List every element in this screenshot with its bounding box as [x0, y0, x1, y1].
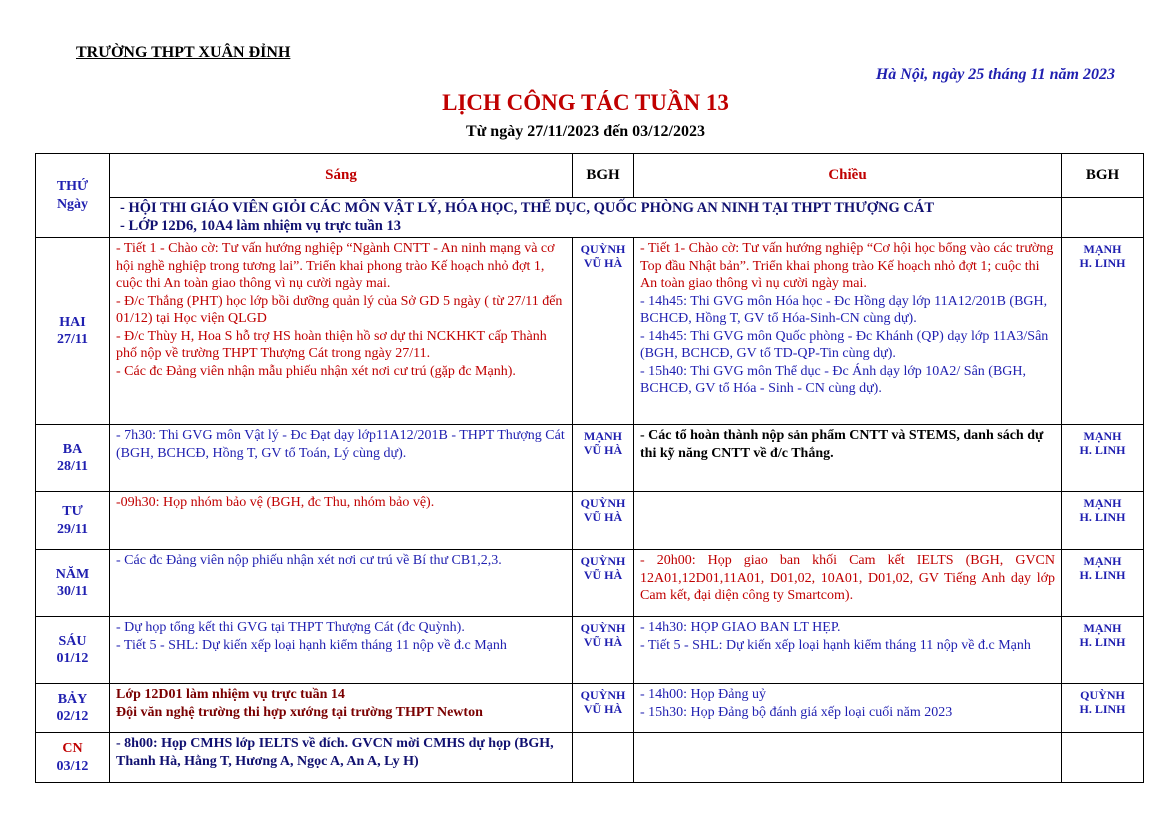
morning-item: - Tiết 5 - SHL: Dự kiến xếp loại hạnh kiểm tháng 11 nộp về đ.c Mạnh	[116, 637, 507, 653]
day-cell	[36, 492, 110, 550]
bgh-afternoon-column-header: BGH	[1062, 154, 1144, 198]
day-label: SÁU	[58, 633, 87, 649]
morning-cell	[110, 733, 573, 783]
morning-item: - Các đc Đảng viên nhận mẫu phiếu nhận xét nơi cư trú (gặp đc Mạnh).	[116, 363, 516, 379]
bgh-name: QUỲNH	[580, 688, 626, 702]
notice-line-1: - HỘI THI GIÁO VIÊN GIỎI CÁC MÔN VẬT LÝ, HÓA HỌC, THỂ DỤC, QUỐC PHÒNG AN NINH TẠI THPT THƯỢNG CÁT	[120, 200, 935, 216]
date-label: 30/11	[56, 584, 89, 599]
table-row	[36, 684, 1144, 733]
day-label: CN	[62, 741, 83, 756]
bgh-name: MẠNH	[1083, 621, 1122, 635]
date-label: 02/12	[56, 709, 89, 724]
bgh-afternoon-cell	[1062, 550, 1144, 617]
morning-item: - Dự họp tổng kết thi GVG tại THPT Thượng Cát (đc Quỳnh).	[116, 620, 465, 635]
bgh-name: QUỲNH	[1080, 688, 1125, 702]
bgh-name: QUỲNH	[580, 496, 626, 510]
bgh-name: QUỲNH	[580, 621, 626, 635]
bgh-afternoon-cell	[1062, 617, 1144, 684]
day-label: BA	[62, 441, 83, 457]
afternoon-cell	[634, 550, 1062, 617]
afternoon-item: - 14h00: Họp Đảng uỷ	[640, 687, 766, 702]
bgh-name: H. LINH	[1079, 443, 1126, 457]
afternoon-item: - 20h00: Họp giao ban khối Cam kết IELTS (BGH, GVCN 12A01,12D01,11A01, D01,02, 10A01, D01,02, GV Tiếng Anh dạy lớp Cam kết, đại diện công ty Smartcom).	[640, 553, 1055, 603]
day-label: TƯ	[62, 504, 83, 519]
day-cell	[36, 550, 110, 617]
afternoon-item: - 14h45: Thi GVG môn Quốc phòng - Đc Khánh (QP) dạy lớp 11A3/Sân (BGH, BCHCĐ, GV tổ TD-QP-Tin cùng dự).	[640, 328, 1049, 361]
date-label: 03/12	[56, 758, 89, 774]
notice-cell	[110, 198, 1062, 238]
table-row	[36, 617, 1144, 684]
afternoon-item: - 14h45: Thi GVG môn Hóa học - Đc Hồng dạy lớp 11A12/201B (BGH, BCHCĐ, Hồng T, GV tổ Hóa-Sinh-CN cùng dự).	[640, 293, 1048, 326]
afternoon-column-header: Chiều	[634, 154, 1062, 198]
bgh-name: QUỲNH	[580, 554, 626, 568]
document-date: Hà Nội, ngày 25 tháng 11 năm 2023	[875, 66, 1115, 83]
morning-item: - 7h30: Thi GVG môn Vật lý - Đc Đạt dạy lớp11A12/201B - THPT Thượng Cát (BGH, BCHCĐ, Hồng T, GV tổ Toán, Lý cùng dự).	[116, 428, 565, 461]
bgh-name: QUỲNH	[580, 242, 626, 256]
morning-item: - Tiết 1 - Chào cờ: Tư vấn hướng nghiệp “Ngành CNTT - An ninh mạng và cơ hội nghề nghiệp trong tương lai”. Triển khai phong trào Kế hoạch nhỏ đợt 1, cuộc thi An toàn giao thông vì nụ cười ngày mai.	[116, 241, 555, 291]
afternoon-item: - 14h30: HỌP GIAO BAN LT HẸP.	[640, 620, 841, 635]
date-label: 27/11	[56, 332, 89, 347]
bgh-name: H. LINH	[1079, 635, 1126, 649]
morning-item: - Đ/c Thùy H, Hoa S hỗ trợ HS hoàn thiện hồ sơ dự thi NCKHKT cấp Thành phố nộp về trường THPT Thượng Cát trong ngày 27/11.	[116, 328, 547, 361]
bgh-name: MẠNH	[1083, 554, 1122, 568]
bgh-name: H. LINH	[1079, 256, 1126, 270]
bgh-morning-cell	[573, 425, 634, 492]
date-label: 28/11	[56, 459, 89, 474]
table-row	[36, 492, 1144, 550]
bgh-morning-cell	[573, 550, 634, 617]
bgh-morning-cell	[573, 684, 634, 733]
table-header-row	[36, 154, 1144, 198]
morning-item: - Các đc Đảng viên nộp phiếu nhận xét nơi cư trú về Bí thư CB1,2,3.	[116, 553, 502, 568]
morning-item: Lớp 12D01 làm nhiệm vụ trực tuần 14	[116, 687, 345, 702]
table-row	[36, 550, 1144, 617]
day-cell	[36, 238, 110, 425]
bgh-morning-cell	[573, 492, 634, 550]
bgh-name: MẠNH	[1083, 496, 1122, 510]
morning-cell	[110, 238, 573, 425]
morning-cell	[110, 684, 573, 733]
afternoon-item: - 15h30: Họp Đảng bộ đánh giá xếp loại cuối năm 2023	[640, 704, 953, 720]
day-cell	[36, 617, 110, 684]
morning-cell	[110, 425, 573, 492]
afternoon-item: - Tiết 5 - SHL: Dự kiến xếp loại hạnh kiểm tháng 11 nộp về đ.c Mạnh	[640, 637, 1031, 653]
afternoon-cell	[634, 617, 1062, 684]
bgh-name: VŨ HÀ	[583, 702, 623, 716]
date-label: 29/11	[56, 521, 89, 537]
day-cell	[36, 733, 110, 783]
morning-cell	[110, 617, 573, 684]
afternoon-cell	[634, 684, 1062, 733]
bgh-name: VŨ HÀ	[583, 568, 623, 582]
bgh-morning-cell	[573, 617, 634, 684]
table-row	[36, 238, 1144, 425]
morning-item: -09h30: Họp nhóm bảo vệ (BGH, đc Thu, nhóm bảo vệ).	[116, 495, 435, 510]
afternoon-cell	[634, 425, 1062, 492]
bgh-name: H. LINH	[1079, 510, 1126, 524]
morning-cell	[110, 492, 573, 550]
page-title: LỊCH CÔNG TÁC TUẦN 13	[442, 90, 729, 115]
bgh-name: MẠNH	[1083, 242, 1122, 256]
table-row	[36, 733, 1144, 783]
bgh-afternoon-cell	[1062, 684, 1144, 733]
bgh-afternoon-cell	[1062, 238, 1144, 425]
date-label: 01/12	[56, 651, 89, 666]
day-cell	[36, 684, 110, 733]
bgh-afternoon-cell	[1062, 733, 1144, 783]
afternoon-item: - 15h40: Thi GVG môn Thể dục - Đc Ánh dạy lớp 10A2/ Sân (BGH, BCHCĐ, GV tổ Hóa - Sinh - CN cùng dự).	[640, 363, 1027, 396]
morning-column-header: Sáng	[110, 154, 573, 198]
day-cell	[36, 425, 110, 492]
bgh-name: VŨ HÀ	[583, 510, 623, 524]
bgh-name: VŨ HÀ	[583, 256, 623, 270]
afternoon-cell	[634, 238, 1062, 425]
schedule-table	[35, 153, 1144, 783]
afternoon-item: - Các tổ hoàn thành nộp sản phẩm CNTT và STEMS, danh sách dự thi kỹ năng CNTT về đ/c Thắng.	[640, 428, 1044, 461]
notice-line-2: - LỚP 12D6, 10A4 làm nhiệm vụ trực tuần 13	[120, 217, 401, 234]
table-row	[36, 425, 1144, 492]
afternoon-cell	[634, 733, 1062, 783]
school-name: TRƯỜNG THPT XUÂN ĐỈNH	[76, 44, 291, 61]
day-column-header	[36, 154, 110, 238]
afternoon-item: - Tiết 1- Chào cờ: Tư vấn hướng nghiệp “Cơ hội học bổng vào các trường Top đầu Nhật bản”. Triển khai phong trào Kế hoạch nhỏ đợt 1; cuộc thi An toàn giao thông vì nụ cười ngày mai.	[640, 241, 1054, 291]
bgh-morning-cell	[573, 238, 634, 425]
notice-row	[36, 198, 1144, 238]
morning-item: - Đ/c Thắng (PHT) học lớp bồi dưỡng quản lý của Sở GD 5 ngày ( từ 27/11 đến 01/12) tại Học viện QLGD	[116, 293, 563, 326]
day-header-label: THỨ	[56, 179, 89, 194]
bgh-morning-cell	[573, 733, 634, 783]
morning-cell	[110, 550, 573, 617]
bgh-name: VŨ HÀ	[583, 635, 623, 649]
bgh-morning-column-header: BGH	[573, 154, 634, 198]
bgh-name: MẠNH	[1083, 429, 1122, 443]
date-header-label: Ngày	[56, 196, 89, 212]
bgh-afternoon-cell	[1062, 425, 1144, 492]
date-range: Từ ngày 27/11/2023 đến 03/12/2023	[466, 123, 705, 140]
day-label: BẢY	[57, 691, 88, 707]
afternoon-cell	[634, 492, 1062, 550]
bgh-name: VŨ HÀ	[583, 443, 623, 457]
bgh-name: H. LINH	[1079, 702, 1126, 716]
day-label: HAI	[59, 314, 86, 330]
day-label: NĂM	[55, 566, 90, 582]
morning-item: Đội văn nghệ trường thi hợp xướng tại trường THPT Newton	[116, 704, 483, 720]
bgh-name: H. LINH	[1079, 568, 1126, 582]
morning-item: - 8h00: Họp CMHS lớp IELTS về đích. GVCN mời CMHS dự họp (BGH, Thanh Hà, Hằng T, Hương A, Ngọc A, An A, Ly H)	[116, 736, 554, 769]
bgh-name: MẠNH	[584, 429, 622, 443]
bgh-afternoon-cell	[1062, 492, 1144, 550]
